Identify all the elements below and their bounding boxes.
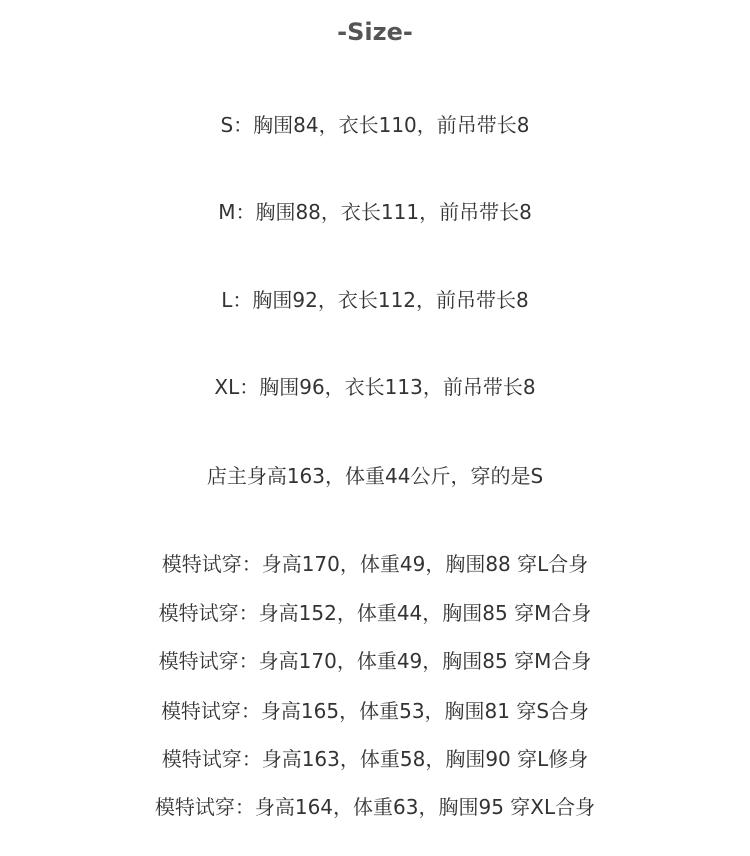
- page-title: -Size-: [337, 18, 413, 46]
- model-fit-row: 模特试穿：身高152，体重44，胸围85 穿M合身: [158, 601, 592, 625]
- size-row-xl: XL：胸围96，衣长113，前吊带长8: [214, 375, 536, 399]
- model-fit-row: 模特试穿：身高163，体重58，胸围90 穿L修身: [161, 747, 589, 771]
- model-fit-row: 模特试穿：身高165，体重53，胸围81 穿S合身: [160, 699, 590, 723]
- size-row-m: M：胸围88，衣长111，前吊带长8: [218, 200, 532, 224]
- model-fit-row: 模特试穿：身高164，体重63，胸围95 穿XL合身: [154, 795, 596, 819]
- size-row-l: L：胸围92，衣长112，前吊带长8: [221, 288, 529, 312]
- owner-note: 店主身高163，体重44公斤，穿的是S: [206, 464, 544, 488]
- model-fit-row: 模特试穿：身高170，体重49，胸围85 穿M合身: [158, 649, 592, 673]
- model-fit-row: 模特试穿：身高170，体重49，胸围88 穿L合身: [161, 552, 589, 576]
- size-row-s: S：胸围84，衣长110，前吊带长8: [220, 113, 530, 137]
